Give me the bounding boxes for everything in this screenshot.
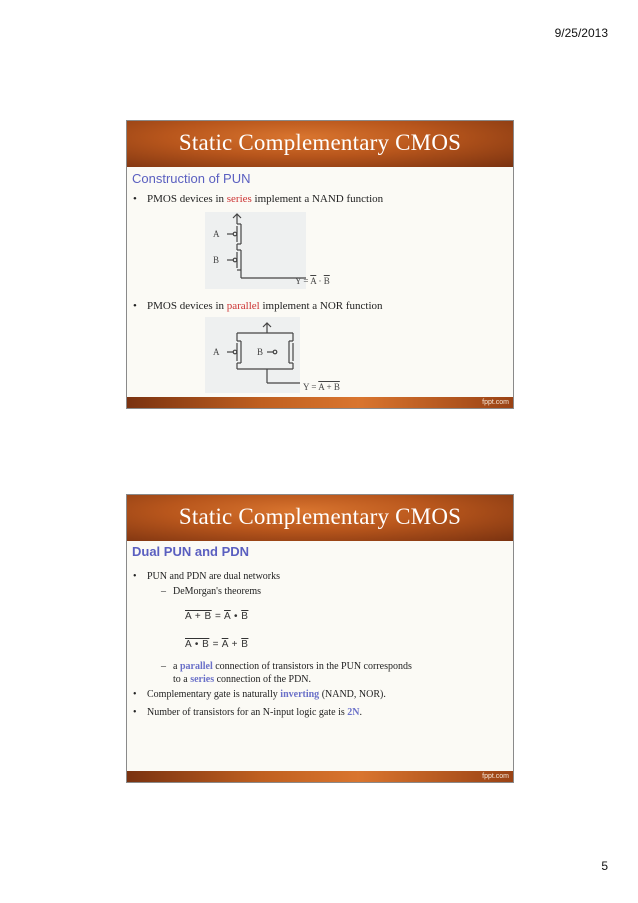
expr-a: $\overline{A}$ (310, 276, 317, 286)
output-label: Y = (295, 276, 311, 286)
slide-title: Static Complementary CMOS (178, 130, 462, 155)
expr-op: · (316, 276, 324, 286)
bullet-dot: • (133, 689, 137, 700)
bullet-text: implement a NAND function (251, 193, 384, 205)
bullet-text: (NAND, NOR). (319, 689, 386, 700)
eq-lhs: A • B (185, 639, 210, 650)
bullet-text: PMOS devices in (147, 300, 227, 312)
eq-term: $\overline{A}$ (224, 611, 231, 622)
bullet-text: Number of transistors for an N-input logic gate is (147, 707, 348, 718)
nand-output-expression (295, 276, 330, 286)
slide-subtitle: Construction of PUN (132, 171, 251, 186)
eq-op: + (228, 639, 242, 650)
bullet-text: implement a NOR function (259, 300, 383, 312)
sub-bullet-text: DeMorgan's theorems (173, 586, 261, 597)
bullet-dot: • (133, 300, 137, 312)
page-number: 5 (601, 859, 608, 873)
sub-bullet-dash: – (161, 661, 166, 672)
bullet-text: PUN and PDN are dual networks (147, 571, 281, 582)
slide-title: Static Complementary CMOS (178, 504, 462, 529)
footer-label: fppt.com (482, 399, 509, 406)
highlight-series: series (190, 674, 215, 685)
footer-label: fppt.com (482, 773, 509, 780)
sub-bullet-text: connection of the PDN. (214, 674, 312, 685)
sub-bullet-text: to a (173, 674, 191, 685)
bullet-dot: • (133, 193, 137, 205)
bullet-inverting (133, 689, 386, 700)
bullet-transistor-count (133, 707, 362, 718)
bullet-text: . (359, 707, 362, 718)
slide-banner (127, 495, 513, 541)
demorgan-equation-1 (185, 611, 248, 622)
eq-sign: = (211, 611, 225, 622)
label-b: B (257, 347, 264, 357)
sub-bullet-dash: – (161, 586, 166, 597)
sub-bullet-parallel-series (161, 661, 412, 672)
page-date: 9/25/2013 (554, 26, 608, 40)
highlight-parallel: parallel (226, 300, 260, 312)
label-a: A (213, 347, 220, 357)
sub-bullet-demorgan (161, 586, 261, 597)
bullet-parallel (133, 300, 383, 312)
eq-term: $\overline{A}$ (221, 639, 229, 650)
highlight-2n: 2N (347, 707, 360, 718)
nor-output-expression (303, 382, 340, 392)
expr-b: $\overline{B}$ (323, 276, 330, 286)
sub-bullet-continuation (173, 674, 311, 685)
sub-bullet-text: a (173, 661, 180, 672)
highlight-inverting: inverting (280, 689, 320, 700)
bullet-dot: • (133, 571, 137, 582)
eq-lhs: A + B (185, 611, 212, 622)
label-b: B (213, 255, 220, 265)
eq-term: $\overline{B}$ (241, 611, 249, 622)
slide-banner (127, 121, 513, 167)
sub-bullet-text: connection of transistors in the PUN corresponds (212, 661, 412, 672)
highlight-series: series (226, 193, 252, 205)
bullet-text: Complementary gate is naturally (147, 689, 281, 700)
parallel-pmos-diagram (205, 317, 300, 393)
output-label: Y = (303, 382, 319, 392)
slide-footer (127, 397, 513, 408)
slide-1 (126, 120, 514, 409)
bullet-dual-networks (133, 571, 280, 582)
expr: A + B (318, 382, 340, 392)
series-pmos-diagram (205, 212, 306, 289)
eq-sign: = (209, 639, 222, 650)
slide-footer (127, 771, 513, 782)
demorgan-equation-2 (185, 639, 248, 650)
bullet-dot: • (133, 707, 137, 718)
slide-2 (126, 494, 514, 783)
label-a: A (213, 229, 220, 239)
highlight-parallel: parallel (179, 661, 213, 672)
eq-op: • (230, 611, 242, 622)
slide-subtitle: Dual PUN and PDN (132, 544, 250, 559)
bullet-series (133, 193, 383, 205)
bullet-text: PMOS devices in (147, 193, 227, 205)
eq-term: $\overline{B}$ (241, 639, 249, 650)
